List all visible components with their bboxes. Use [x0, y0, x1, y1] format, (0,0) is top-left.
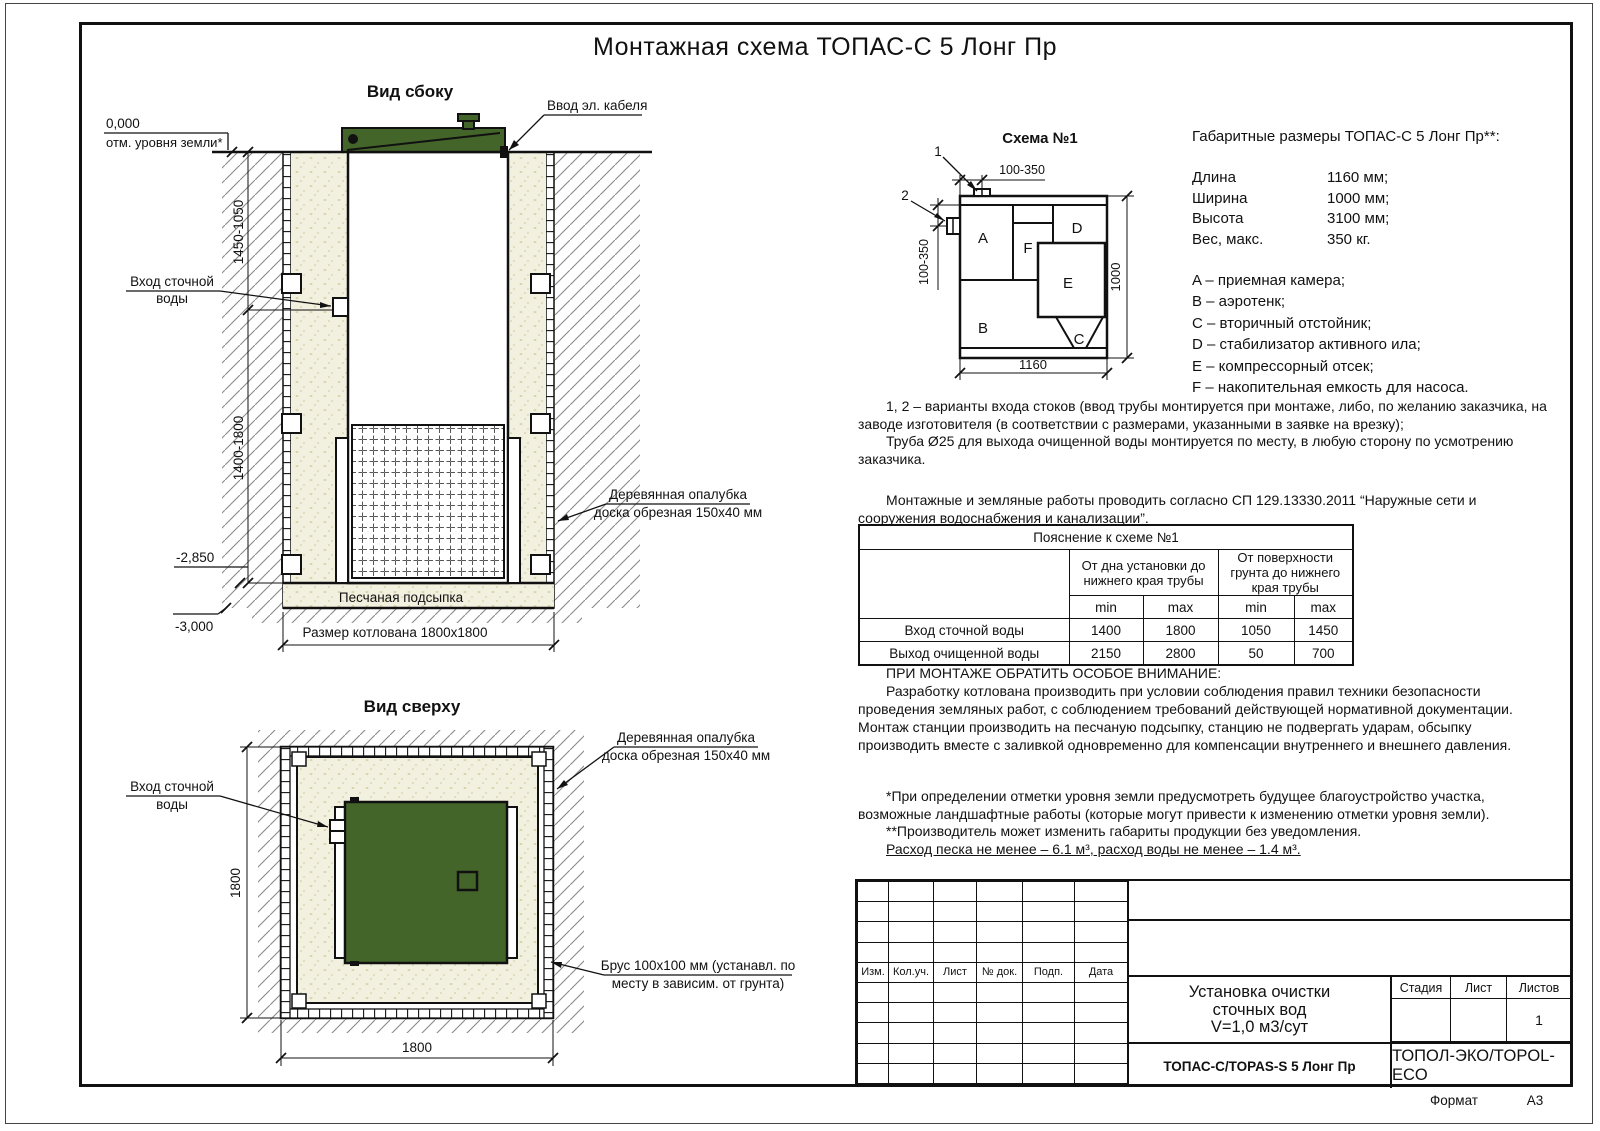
- tank-top: [330, 797, 517, 966]
- tank-side: [333, 152, 520, 583]
- table-corner-cell: [859, 550, 1069, 619]
- legend-item: A – приемная камера;: [1192, 271, 1346, 289]
- table-row: Вход сточной воды 1400 1800 1050 1450: [859, 619, 1353, 642]
- page-title: Монтажная схема ТОПАС-С 5 Лонг Пр: [593, 33, 1057, 61]
- table-title-row: [859, 525, 1353, 550]
- schema-callout-1: 1: [934, 144, 942, 159]
- top-view-title: Вид сверху: [363, 697, 461, 716]
- lid-hatch-square: [458, 872, 477, 890]
- top-dim-height: 1800: [228, 867, 243, 899]
- sheets-header: Листов: [1507, 977, 1571, 999]
- format-label: Формат: [1430, 1093, 1478, 1108]
- stage-sheet-grid: [1392, 977, 1571, 1042]
- legend-item: C – вторичный отстойник;: [1192, 314, 1372, 332]
- sheets-value: 1: [1507, 999, 1571, 1042]
- sand-bedding-label: Песчаная подсыпка: [338, 590, 464, 605]
- top-dim-width: 1800: [401, 1040, 433, 1055]
- inlet-label-2: воды: [156, 291, 188, 306]
- footnotes-block: [858, 788, 1558, 858]
- footnote-1: *При определении отметки уровня земли предусмотреть будущее благоустройство участка, возможные ландшафтные работы (которые могут привести к изменению отметки уровня земли).: [858, 788, 1490, 822]
- table-subheader-row: min max min max: [859, 596, 1353, 619]
- stage-header: Стадия: [1392, 977, 1451, 999]
- legend-item: D – стабилизатор активного ила;: [1192, 336, 1421, 353]
- schema-callout-2: 2: [901, 188, 909, 203]
- legend-item: F – накопительная емкость для насоса.: [1192, 379, 1469, 396]
- company-name: ТОПОЛ-ЭКО/TOPOL-ECO: [1392, 1047, 1555, 1084]
- title-block-product-row: [1129, 1044, 1571, 1088]
- note-variants: 1, 2 – варианты входа стоков (ввод трубы монтируется при монтаже, либо, по желанию заказчика, на заводе изготовителя (в соответствии с размерами, указанными в заявке на врезку);: [858, 398, 1547, 432]
- compartment-e: E: [1062, 275, 1074, 292]
- spec-row-width: Ширина 1000 мм;: [1192, 189, 1390, 207]
- compartment-f: F: [1023, 240, 1033, 257]
- compartment-d: D: [1071, 220, 1083, 237]
- footnote-2: **Производитель может изменить габариты продукции без уведомления.: [886, 823, 1362, 839]
- sheet-value: [1451, 999, 1507, 1042]
- project-description: Установка очистки сточных вод V=1,0 м3/сут: [1129, 977, 1392, 1042]
- consumption-note: Расход песка не менее – 6.1 м³, расход воды не менее – 1.4 м³.: [886, 840, 1301, 857]
- spec-heading: Габаритные размеры ТОПАС-С 5 Лонг Пр**:: [1192, 128, 1500, 145]
- sheet-header: Лист: [1451, 977, 1507, 999]
- spec-row-height: Высота 3100 мм;: [1192, 210, 1390, 227]
- zero-mark-label: 0,000: [106, 116, 140, 131]
- dimensions-spec-block: [1192, 128, 1584, 399]
- stage-value: [1392, 999, 1451, 1042]
- beam-label-1: Брус 100x100 мм (устанавл. по: [600, 958, 796, 973]
- schema-dim-right: 1000: [1108, 262, 1123, 292]
- legend-item: B – аэротенк;: [1192, 293, 1286, 310]
- legend-item: E – компрессорный отсек;: [1192, 357, 1374, 375]
- note-works: Монтажные и земляные работы проводить согласно СП 129.13330.2011 “Наружные сети и сооружения водоснабжения и канализации”.: [858, 492, 1477, 526]
- group-header-1: От дна установки до нижнего края трубы: [1069, 550, 1218, 596]
- top-formwork-label-1: Деревянная опалубка: [616, 730, 756, 745]
- title-block-right: [1127, 881, 1571, 1085]
- revision-grid: [857, 881, 1128, 1084]
- schema-explanation-table: [858, 524, 1354, 666]
- top-view-drawing: [84, 690, 814, 1090]
- compartment-legend: [1192, 270, 1584, 399]
- formwork-label-2: доска обрезная 150x40 мм: [593, 505, 763, 520]
- side-view-drawing: [84, 75, 784, 665]
- table-group-header-row: [859, 550, 1353, 596]
- revision-header-row: Изм. Кол.уч. Лист № док. Подп. Дата: [858, 962, 1128, 982]
- level-mid-label: -2,850: [176, 550, 215, 565]
- spec-row-length: Длина 1160 мм;: [1192, 169, 1389, 186]
- schema-dim-top: 100-350: [999, 163, 1045, 177]
- notes-block: [858, 398, 1554, 527]
- pit-size-label: Размер котлована 1800x1800: [302, 625, 488, 640]
- group-header-2: От поверхности грунта до нижнего края трубы: [1218, 550, 1353, 596]
- top-formwork-label-2: доска обрезная 150x40 мм: [601, 748, 771, 763]
- attention-block: [858, 664, 1554, 754]
- dim-lower-label: 1400-1800: [231, 415, 246, 481]
- note-pipe: Труба Ø25 для выхода очищенной воды монтируется по месту, в любую сторону по усмотрению заказчика.: [858, 433, 1514, 467]
- title-block: [855, 879, 1573, 1087]
- attention-body: Разработку котлована производить при условии соблюдения правил техники безопасности проведения земляных работ, с соблюдением требований действующей нормативной документации. Монтаж станции производить на песчаную подсыпку, станцию не подвергать ударам, обсыпку производить вместе с заливкой одновременно для компенсации внутреннего и внешнего давления.: [858, 683, 1513, 753]
- table-row: Выход очищенной воды 2150 2800 50 700: [859, 642, 1353, 666]
- product-name: ТОПАС-С/TOPAS-S 5 Лонг Пр: [1129, 1044, 1392, 1088]
- cable-label: Ввод эл. кабеля: [547, 98, 648, 113]
- formwork-label-1: Деревянная опалубка: [608, 487, 748, 502]
- side-view-title: Вид сбоку: [366, 82, 454, 101]
- schema-dim-bottom: 1160: [1019, 357, 1047, 372]
- schema-dim-left: 100-350: [917, 239, 931, 285]
- spec-row-weight: Вес, макс. 350 кг.: [1192, 230, 1371, 248]
- schema-title: Схема №1: [1002, 130, 1078, 147]
- attention-heading: ПРИ МОНТАЖЕ ОБРАТИТЬ ОСОБОЕ ВНИМАНИЕ:: [886, 665, 1222, 681]
- format-value: A3: [1526, 1093, 1544, 1108]
- beam-label-2: месту в зависим. от грунта): [611, 976, 785, 991]
- table-title: Пояснение к схеме №1: [859, 525, 1353, 550]
- level-bottom-label: -3,000: [175, 619, 214, 634]
- compartment-a: A: [977, 230, 989, 247]
- top-inlet-label-2: воды: [156, 797, 188, 812]
- compartment-c: C: [1073, 331, 1085, 348]
- compartment-b: B: [977, 320, 989, 337]
- title-block-empty-cell: [1129, 921, 1571, 977]
- title-block-empty-strip: [1129, 881, 1571, 921]
- top-inlet-label-1: Вход сточной: [130, 779, 214, 794]
- ground-mark-label: отм. уровня земли*: [106, 135, 223, 150]
- inlet-label-1: Вход сточной: [130, 274, 214, 289]
- schema-1-drawing: [860, 120, 1150, 390]
- dim-upper-label: 1450-1050: [231, 199, 246, 265]
- title-block-project-row: [1129, 977, 1571, 1044]
- inlet-stub-top: [330, 820, 345, 831]
